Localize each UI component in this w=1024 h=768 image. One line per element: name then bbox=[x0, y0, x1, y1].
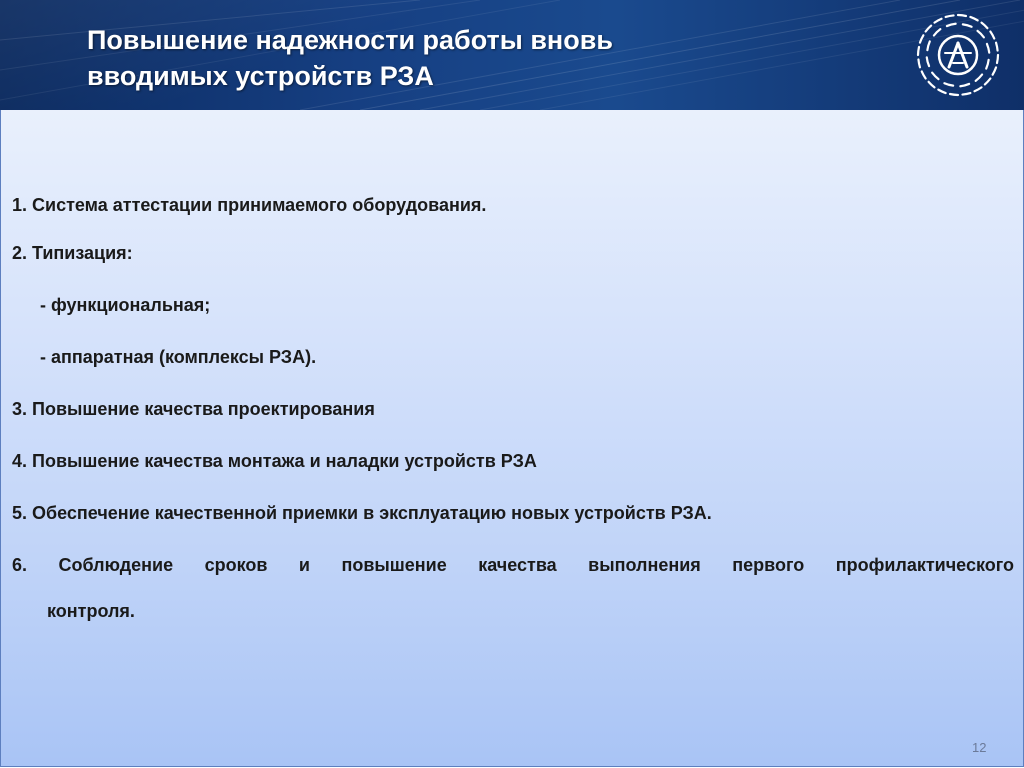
list-item-6-continuation: контроля. bbox=[47, 601, 135, 621]
page-title-line-2: вводимых устройств РЗА bbox=[87, 61, 434, 91]
list-subitem-hardware: - аппаратная (комплексы РЗА). bbox=[40, 347, 317, 367]
list-item-5: 5. Обеспечение качественной приемки в эксплуатацию новых устройств РЗА. bbox=[12, 503, 712, 523]
list-item-1: 1. Система аттестации принимаемого оборудования. bbox=[12, 195, 487, 215]
list-item-6: 6. Соблюдение сроков и повышение качества выполнения первого профилактического bbox=[12, 555, 1014, 575]
list-subitem-functional: - функциональная; bbox=[40, 295, 211, 315]
page-number: 12 bbox=[972, 740, 987, 755]
page-title-line-1: Повышение надежности работы вновь bbox=[87, 25, 613, 55]
list-item-4: 4. Повышение качества монтажа и наладки устройств РЗА bbox=[12, 451, 537, 471]
sun-gear-logo-icon bbox=[915, 12, 1001, 98]
list-item-3: 3. Повышение качества проектирования bbox=[12, 399, 375, 419]
list-item-2: 2. Типизация: bbox=[12, 243, 133, 263]
header-banner bbox=[0, 0, 1024, 110]
page-title bbox=[87, 22, 787, 94]
